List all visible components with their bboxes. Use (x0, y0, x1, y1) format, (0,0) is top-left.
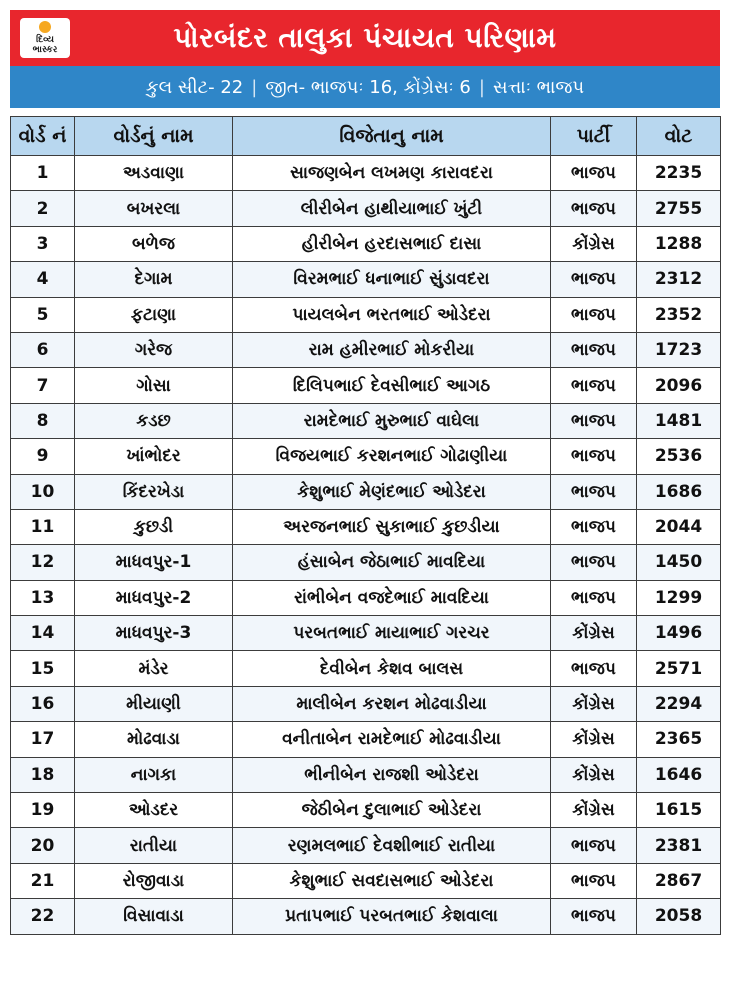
ward-no-cell: 15 (11, 651, 75, 686)
ward-no-cell: 20 (11, 828, 75, 863)
votes-cell: 1646 (637, 757, 721, 792)
ward-name-cell: માધવપુર-1 (75, 545, 233, 580)
ward-no-cell: 10 (11, 474, 75, 509)
party-cell: ભાજપ (551, 156, 637, 191)
winner-name-cell: ભીનીબેન રાજશી ઓડેદરા (233, 757, 551, 792)
winner-name-cell: રામ હમીરભાઈ મોકરીયા (233, 332, 551, 367)
winner-name-cell: કેશુભાઈ મેણંદભાઈ ઓડેદરા (233, 474, 551, 509)
ward-no-cell: 5 (11, 297, 75, 332)
ward-no-cell: 3 (11, 226, 75, 261)
separator: | (478, 76, 485, 98)
page-title: પોરબંદર તાલુકા પંચાયત પરિણામ (173, 21, 557, 54)
logo-sun-icon (39, 21, 51, 33)
votes-cell: 2381 (637, 828, 721, 863)
party-cell: કોંગ્રેસ (551, 757, 637, 792)
votes-cell: 2867 (637, 863, 721, 898)
winner-name-cell: પાયલબેન ભરતભાઈ ઓડેદરા (233, 297, 551, 332)
party-cell: ભાજપ (551, 580, 637, 615)
ward-name-cell: મીયાણી (75, 686, 233, 721)
votes-cell: 2294 (637, 686, 721, 721)
winner-name-cell: કેશુભાઈ સવદાસભાઈ ઓડેદરા (233, 863, 551, 898)
party-cell: ભાજપ (551, 297, 637, 332)
table-header-row (11, 117, 721, 156)
ward-name-cell: બખરલા (75, 191, 233, 226)
winner-name-cell: વનીતાબેન રામદેભાઈ મોઢવાડીયા (233, 722, 551, 757)
winner-name-cell: લીરીબેન હાથીયાભાઈ ખુંટી (233, 191, 551, 226)
party-cell: કોંગ્રેસ (551, 226, 637, 261)
ward-no-cell: 12 (11, 545, 75, 580)
ward-no-cell: 4 (11, 262, 75, 297)
votes-cell: 2536 (637, 439, 721, 474)
party-cell: કોંગ્રેસ (551, 616, 637, 651)
winner-name-cell: વિરમભાઈ ધનાભાઈ સુંડાવદરા (233, 262, 551, 297)
ward-name-cell: રાતીયા (75, 828, 233, 863)
table-row (11, 757, 721, 792)
winner-name-cell: માલીબેન કરશન મોઢવાડીયા (233, 686, 551, 721)
ward-no-cell: 9 (11, 439, 75, 474)
ward-name-cell: કડછ (75, 403, 233, 438)
ward-name-cell: કુછડી (75, 509, 233, 544)
table-row (11, 793, 721, 828)
ward-name-cell: માધવપુર-3 (75, 616, 233, 651)
table-row (11, 651, 721, 686)
winner-name-cell: રાંભીબેન વજદેભાઈ માવદિયા (233, 580, 551, 615)
logo-word-2: ભાસ્કર (32, 45, 58, 55)
won-seats: જીત- ભાજપઃ 16, કોંગ્રેસઃ 6 (265, 76, 471, 98)
winner-name-cell: જેઠીબેન દુલાભાઈ ઓડેદરા (233, 793, 551, 828)
votes-cell: 1686 (637, 474, 721, 509)
party-cell: ભાજપ (551, 863, 637, 898)
votes-cell: 1288 (637, 226, 721, 261)
table-row (11, 863, 721, 898)
ward-name-cell: મોઢવાડા (75, 722, 233, 757)
table-row (11, 332, 721, 367)
ward-no-cell: 16 (11, 686, 75, 721)
table-body (11, 156, 721, 935)
separator: | (251, 76, 258, 98)
table-row (11, 899, 721, 934)
table-row (11, 828, 721, 863)
table-row (11, 262, 721, 297)
winner-name-cell: સાજણબેન લખમણ કારાવદરા (233, 156, 551, 191)
table-row (11, 686, 721, 721)
votes-cell: 2096 (637, 368, 721, 403)
ward-no-cell: 6 (11, 332, 75, 367)
results-table-wrap (10, 116, 720, 935)
votes-cell: 2235 (637, 156, 721, 191)
ward-name-cell: નાગકા (75, 757, 233, 792)
table-row (11, 722, 721, 757)
votes-cell: 1481 (637, 403, 721, 438)
party-cell: ભાજપ (551, 828, 637, 863)
party-cell: ભાજપ (551, 262, 637, 297)
header-winner-name: વિજેતાનુ નામ (233, 117, 551, 156)
votes-cell: 1299 (637, 580, 721, 615)
party-cell: ભાજપ (551, 439, 637, 474)
ward-name-cell: ખાંભોદર (75, 439, 233, 474)
ward-name-cell: કિંદરખેડા (75, 474, 233, 509)
table-row (11, 545, 721, 580)
votes-cell: 2312 (637, 262, 721, 297)
votes-cell: 1450 (637, 545, 721, 580)
ward-name-cell: દેગામ (75, 262, 233, 297)
winner-name-cell: વિજયભાઈ કરશનભાઈ ગોઢાણીયા (233, 439, 551, 474)
party-cell: ભાજપ (551, 509, 637, 544)
ward-name-cell: ફટાણા (75, 297, 233, 332)
winner-name-cell: અરજનભાઈ સુકાભાઈ કુછડીયા (233, 509, 551, 544)
votes-cell: 2044 (637, 509, 721, 544)
winner-name-cell: દેવીબેન કેશવ બાલસ (233, 651, 551, 686)
table-row (11, 580, 721, 615)
winner-name-cell: પરબતભાઈ માયાભાઈ ગરચર (233, 616, 551, 651)
logo-word-1: દિવ્ય (36, 35, 54, 45)
party-cell: ભાજપ (551, 651, 637, 686)
ward-name-cell: મંડેર (75, 651, 233, 686)
table-row (11, 403, 721, 438)
ward-no-cell: 14 (11, 616, 75, 651)
table-row (11, 616, 721, 651)
party-cell: ભાજપ (551, 545, 637, 580)
ward-no-cell: 1 (11, 156, 75, 191)
ward-no-cell: 2 (11, 191, 75, 226)
ward-name-cell: ગોસા (75, 368, 233, 403)
ward-name-cell: બળેજ (75, 226, 233, 261)
party-cell: કોંગ્રેસ (551, 793, 637, 828)
ward-name-cell: ગરેજ (75, 332, 233, 367)
winner-name-cell: પ્રતાપભાઈ પરબતભાઈ કેશવાલા (233, 899, 551, 934)
ward-name-cell: વિસાવાડા (75, 899, 233, 934)
ward-no-cell: 11 (11, 509, 75, 544)
ward-no-cell: 22 (11, 899, 75, 934)
party-cell: ભાજપ (551, 368, 637, 403)
header-ward-no: વોર્ડ નં (11, 117, 75, 156)
table-row (11, 439, 721, 474)
winner-name-cell: દિલિપભાઈ દેવસીભાઈ આગઠ (233, 368, 551, 403)
ward-no-cell: 19 (11, 793, 75, 828)
results-table (10, 116, 721, 935)
ward-name-cell: અડવાણા (75, 156, 233, 191)
party-cell: ભાજપ (551, 474, 637, 509)
party-cell: ભાજપ (551, 332, 637, 367)
votes-cell: 2058 (637, 899, 721, 934)
party-cell: કોંગ્રેસ (551, 722, 637, 757)
title-bar (10, 10, 720, 66)
votes-cell: 1615 (637, 793, 721, 828)
ruling-party: સત્તાઃ ભાજપ (492, 76, 585, 98)
ward-name-cell: માધવપુર-2 (75, 580, 233, 615)
table-row (11, 297, 721, 332)
ward-no-cell: 17 (11, 722, 75, 757)
winner-name-cell: રણમલભાઈ દેવશીભાઈ રાતીયા (233, 828, 551, 863)
ward-no-cell: 8 (11, 403, 75, 438)
ward-no-cell: 13 (11, 580, 75, 615)
header-ward-name: વોર્ડનું નામ (75, 117, 233, 156)
ward-name-cell: ઓડદર (75, 793, 233, 828)
votes-cell: 2571 (637, 651, 721, 686)
total-seats: કુલ સીટ- 22 (145, 76, 244, 98)
divya-bhaskar-logo (20, 18, 70, 58)
winner-name-cell: હંસાબેન જેઠાભાઈ માવદિયા (233, 545, 551, 580)
votes-cell: 2352 (637, 297, 721, 332)
header-votes: વોટ (637, 117, 721, 156)
table-row (11, 509, 721, 544)
party-cell: કોંગ્રેસ (551, 686, 637, 721)
votes-cell: 2755 (637, 191, 721, 226)
table-row (11, 474, 721, 509)
winner-name-cell: હીરીબેન હરદાસભાઈ દાસા (233, 226, 551, 261)
votes-cell: 1496 (637, 616, 721, 651)
ward-no-cell: 21 (11, 863, 75, 898)
votes-cell: 2365 (637, 722, 721, 757)
table-row (11, 368, 721, 403)
table-row (11, 156, 721, 191)
table-row (11, 191, 721, 226)
ward-no-cell: 18 (11, 757, 75, 792)
party-cell: ભાજપ (551, 403, 637, 438)
ward-name-cell: રોજીવાડા (75, 863, 233, 898)
table-row (11, 226, 721, 261)
party-cell: ભાજપ (551, 191, 637, 226)
party-cell: ભાજપ (551, 899, 637, 934)
header-party: પાર્ટી (551, 117, 637, 156)
summary-bar (10, 66, 720, 108)
winner-name-cell: રામદેભાઈ મુરુભાઈ વાઘેલા (233, 403, 551, 438)
ward-no-cell: 7 (11, 368, 75, 403)
votes-cell: 1723 (637, 332, 721, 367)
